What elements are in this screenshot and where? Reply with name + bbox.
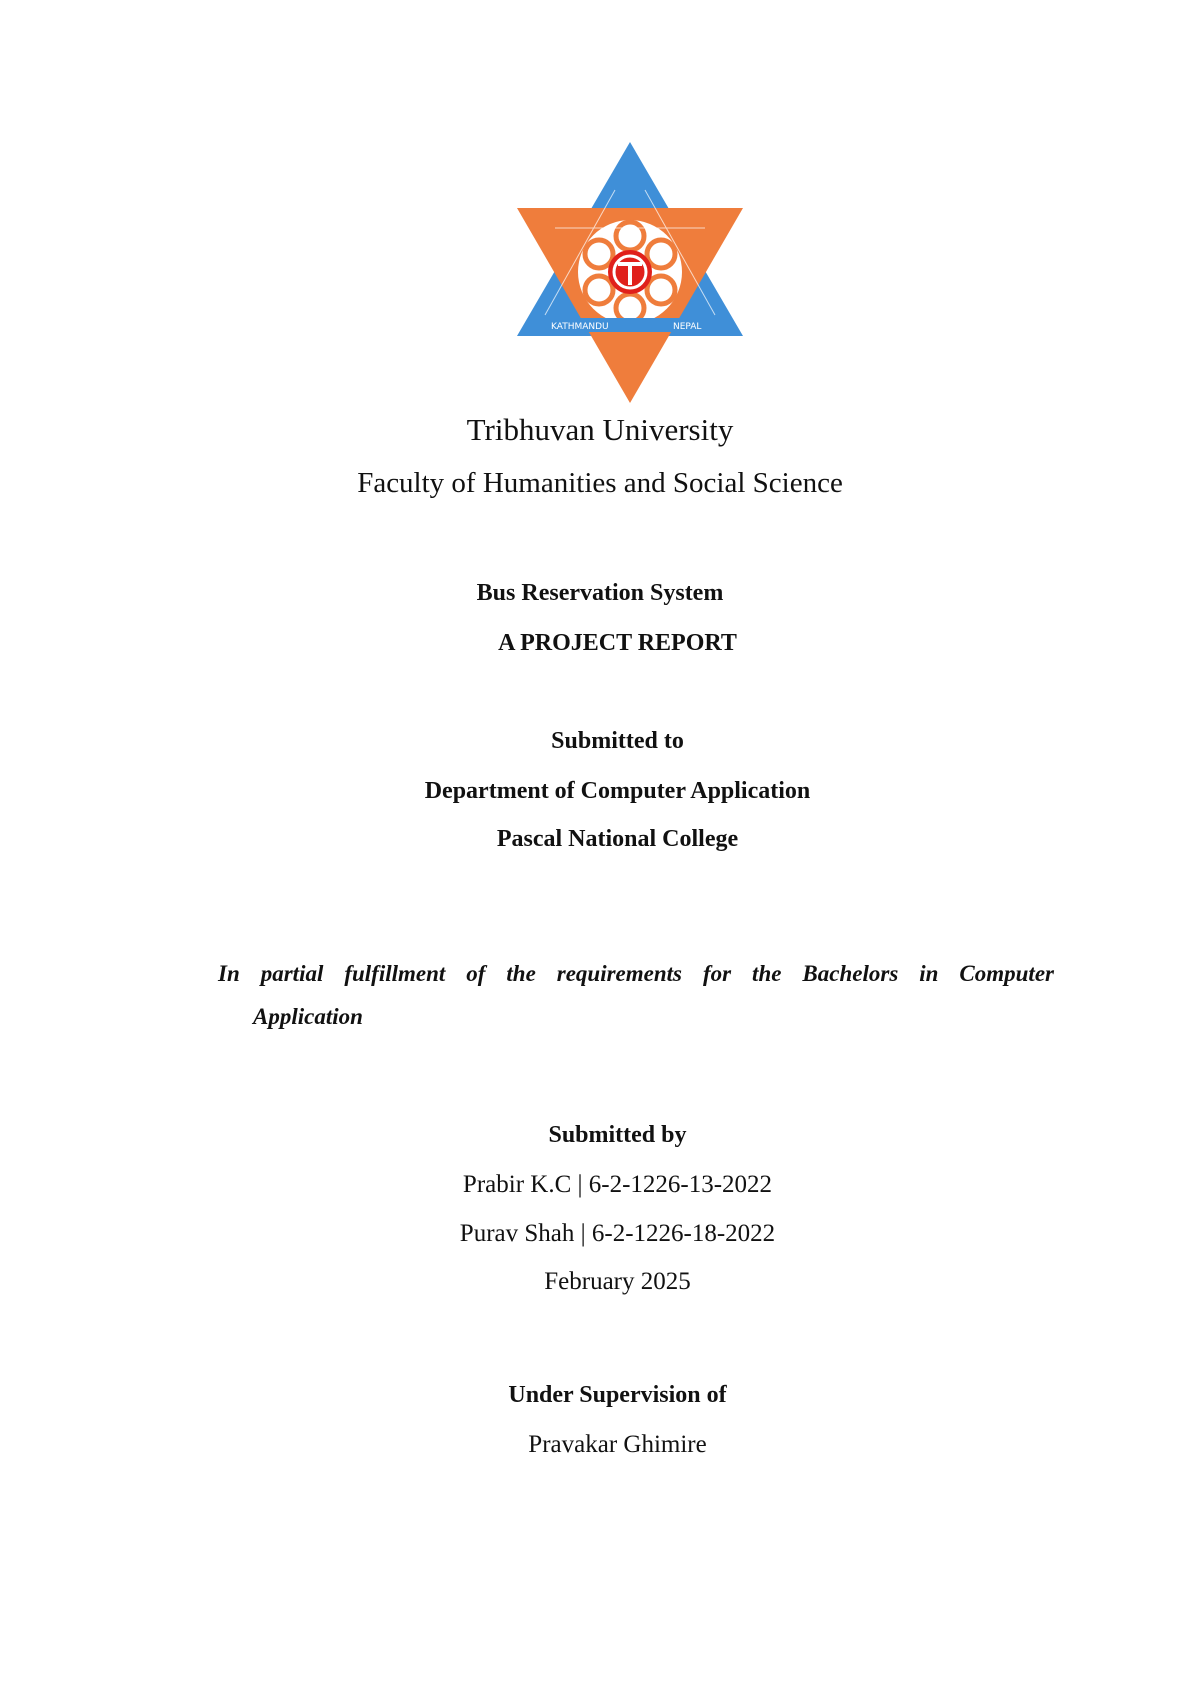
fulfillment-statement-line-2: Application: [253, 1004, 363, 1029]
submitted-by-label: Submitted by: [548, 1122, 687, 1148]
member-1: Prabir K.C | 6-2-1226-13-2022: [462, 1171, 773, 1198]
department-name: Department of Computer Application: [424, 778, 811, 804]
faculty-name: Faculty of Humanities and Social Science: [357, 467, 843, 499]
svg-text:NEPAL: NEPAL: [673, 322, 702, 332]
fulfillment-statement-line-1: In partial fulfillment of the requirements for the Bachelors in Computer: [218, 961, 1054, 986]
supervisor-name: Pravakar Ghimire: [528, 1431, 707, 1458]
member-2: Purav Shah | 6-2-1226-18-2022: [459, 1220, 776, 1247]
project-title: Bus Reservation System: [476, 580, 724, 606]
svg-text:KATHMANDU: KATHMANDU: [551, 322, 609, 332]
report-type: A PROJECT REPORT: [498, 630, 737, 656]
university-emblem: [515, 140, 745, 405]
submitted-to-label: Submitted to: [551, 728, 684, 754]
supervision-label: Under Supervision of: [508, 1382, 727, 1408]
college-name: Pascal National College: [496, 826, 739, 852]
submission-date: February 2025: [544, 1268, 691, 1295]
university-name: Tribhuvan University: [466, 412, 734, 447]
